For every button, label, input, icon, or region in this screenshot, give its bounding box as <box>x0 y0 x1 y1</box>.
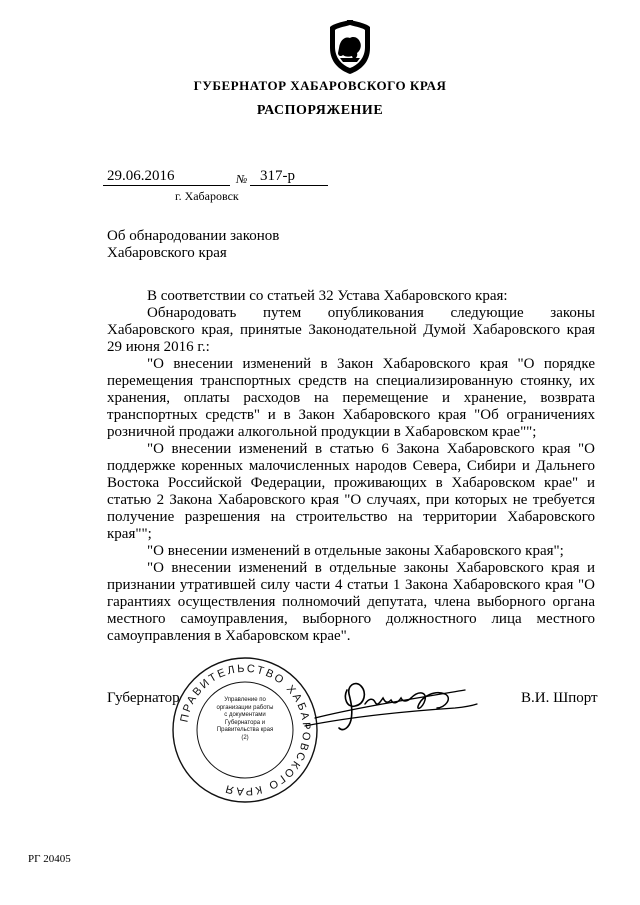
signatory-position: Губернатор <box>107 690 180 706</box>
form-code: РГ 20405 <box>28 853 71 865</box>
document-body <box>107 288 595 645</box>
body-paragraph: В соответствии со статьей 32 Устава Хабаровского края: <box>147 288 508 304</box>
issuer-title: ГУБЕРНАТОР ХАБАРОВСКОГО КРАЯ <box>193 78 447 93</box>
number-underline <box>250 185 328 186</box>
number-label: № <box>236 172 248 186</box>
signatory-name: В.И. Шпорт <box>521 690 598 706</box>
document-city: г. Хабаровск <box>175 189 239 203</box>
document-number: 317-р <box>260 168 295 184</box>
body-paragraph: Обнародовать путем опубликования следующие законы Хабаровского края, принятые Законодательной Думой Хабаровского края 29 июня 2016 г.: <box>107 305 595 355</box>
handwritten-signature <box>295 668 485 738</box>
body-paragraph: "О внесении изменений в Закон Хабаровского края "О порядке перемещения транспортных средств на специализированную стоянку, их хранения, оплаты расходов на перемещение и хранение, возврата транспортных средств" и в Закон Хабаровского края "Об ограничениях розничной продажи алкогольной продукции в Хабаровском крае""; <box>107 356 595 440</box>
document-type: РАСПОРЯЖЕНИЕ <box>256 103 384 118</box>
body-paragraph: "О внесении изменений в статью 6 Закона Хабаровского края "О поддержке коренных малочисленных народов Севера, Сибири и Дальнего Востока Российской Федерации, проживающих в Хабаровском крае" и статью 2 Закона Хабаровского края "О случаях, при которых не требуется получение разрешения на строительство на территории Хабаровского края""; <box>107 441 595 542</box>
seal-ring-text: ПРАВИТЕЛЬСТВО ХАБАРОВСКОГО КРАЯ <box>178 662 313 798</box>
body-paragraph: "О внесении изменений в отдельные законы Хабаровского края"; <box>147 543 564 559</box>
seal-inner-text: Управление по организации работы с документами Губернатора и Правительства края (2) <box>216 697 274 741</box>
coat-of-arms-emblem <box>327 18 373 76</box>
body-paragraph: "О внесении изменений в отдельные законы Хабаровского края и признании утратившей силу части 4 статьи 1 Закона Хабаровского края "О гарантиях осуществления полномочий депутата, члена выборного органа местного самоуправления, выборного должностного лица местного самоуправления в Хабаровском крае". <box>107 560 595 644</box>
date-underline <box>103 185 230 186</box>
document-date: 29.06.2016 <box>107 168 175 184</box>
document-subject: Об обнародовании законов Хабаровского края <box>107 228 280 261</box>
